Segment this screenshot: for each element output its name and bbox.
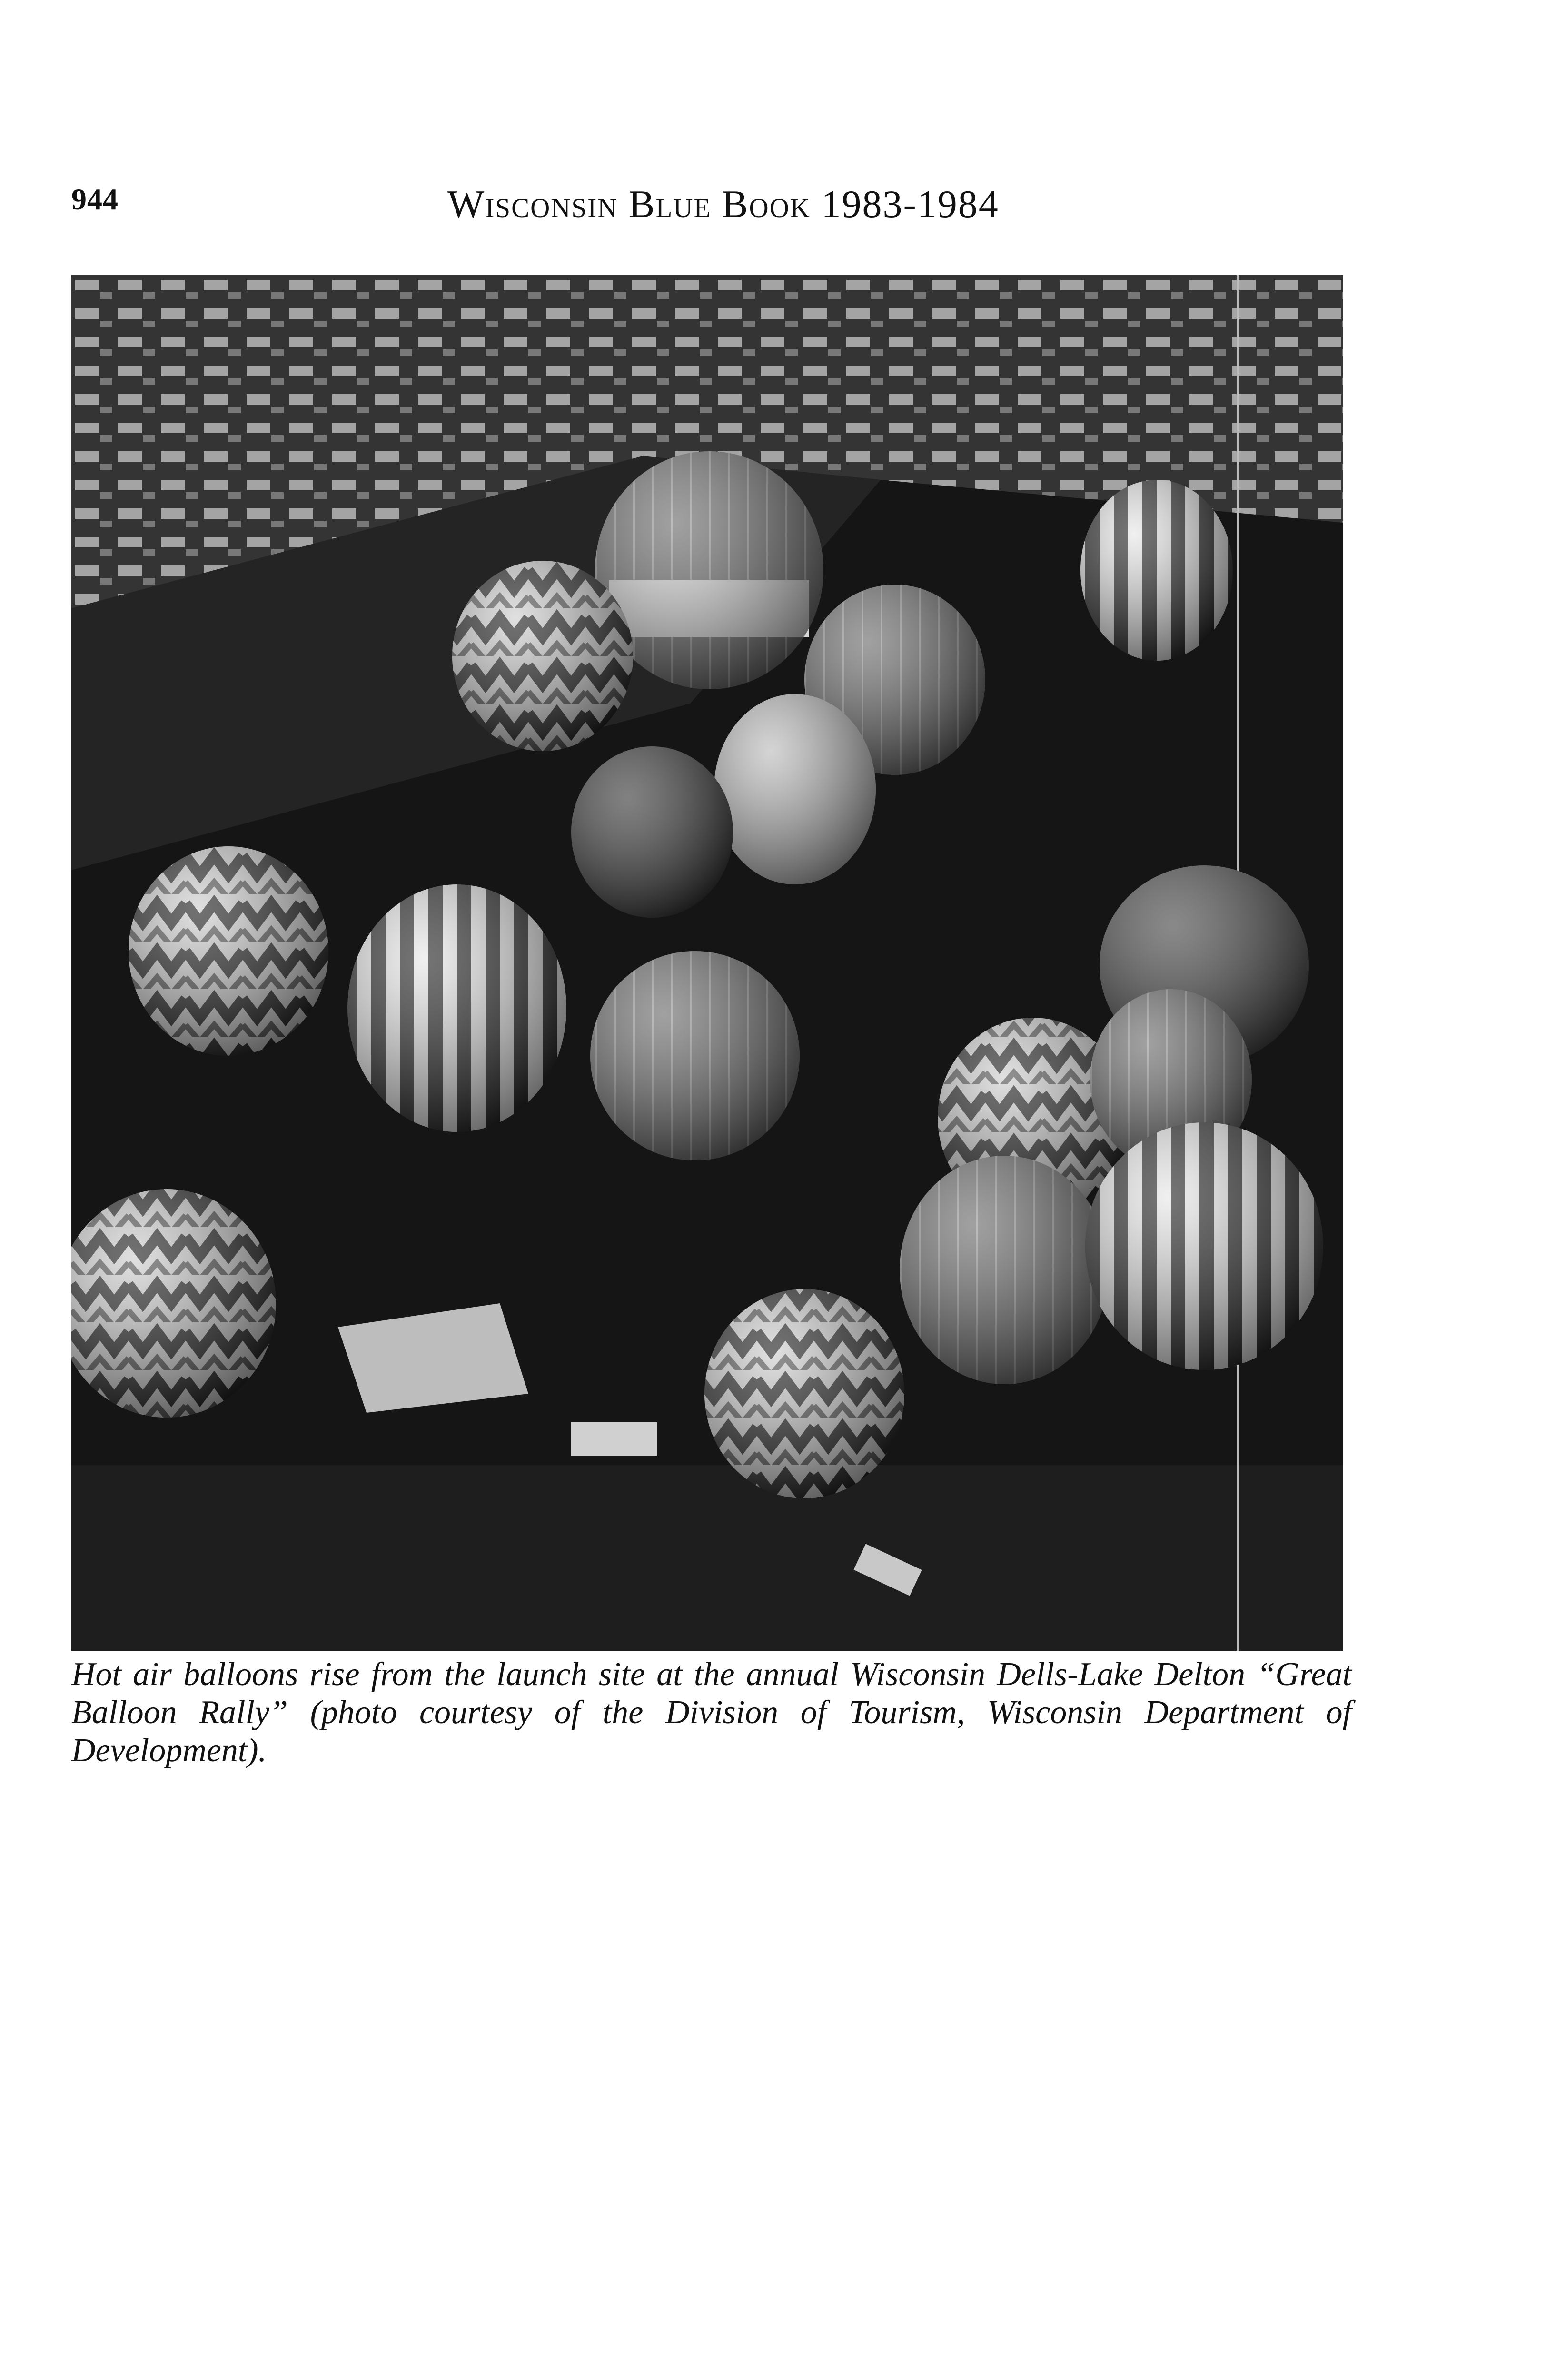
balloon-left-upper — [452, 561, 633, 751]
balloon-center-gored — [590, 951, 800, 1160]
balloon-lower-right-striped — [1085, 1122, 1323, 1370]
balloon-center-dark — [571, 746, 733, 918]
balloon-center-light — [714, 694, 876, 884]
page-number: 944 — [71, 182, 119, 216]
running-head: Wisconsin Blue Book 1983-1984 — [447, 182, 999, 226]
balloon-left-patterned — [129, 846, 328, 1056]
balloon-right-striped-top — [1080, 480, 1233, 661]
balloon-photo-illustration — [71, 275, 1343, 1651]
balloon-lower-right-center — [900, 1156, 1109, 1384]
balloon-lower-center — [704, 1289, 904, 1498]
ground-vehicle — [571, 1422, 657, 1456]
photo-caption: Hot air balloons rise from the launch site at the annual Wisconsin Dells-Lake Delton “Great Balloon Rally” (photo courtesy of the Division of Tourism, Wisconsin Department of Development). — [71, 1656, 1352, 1769]
balloon-photo — [71, 275, 1343, 1651]
balloon-striped-large — [347, 884, 566, 1132]
